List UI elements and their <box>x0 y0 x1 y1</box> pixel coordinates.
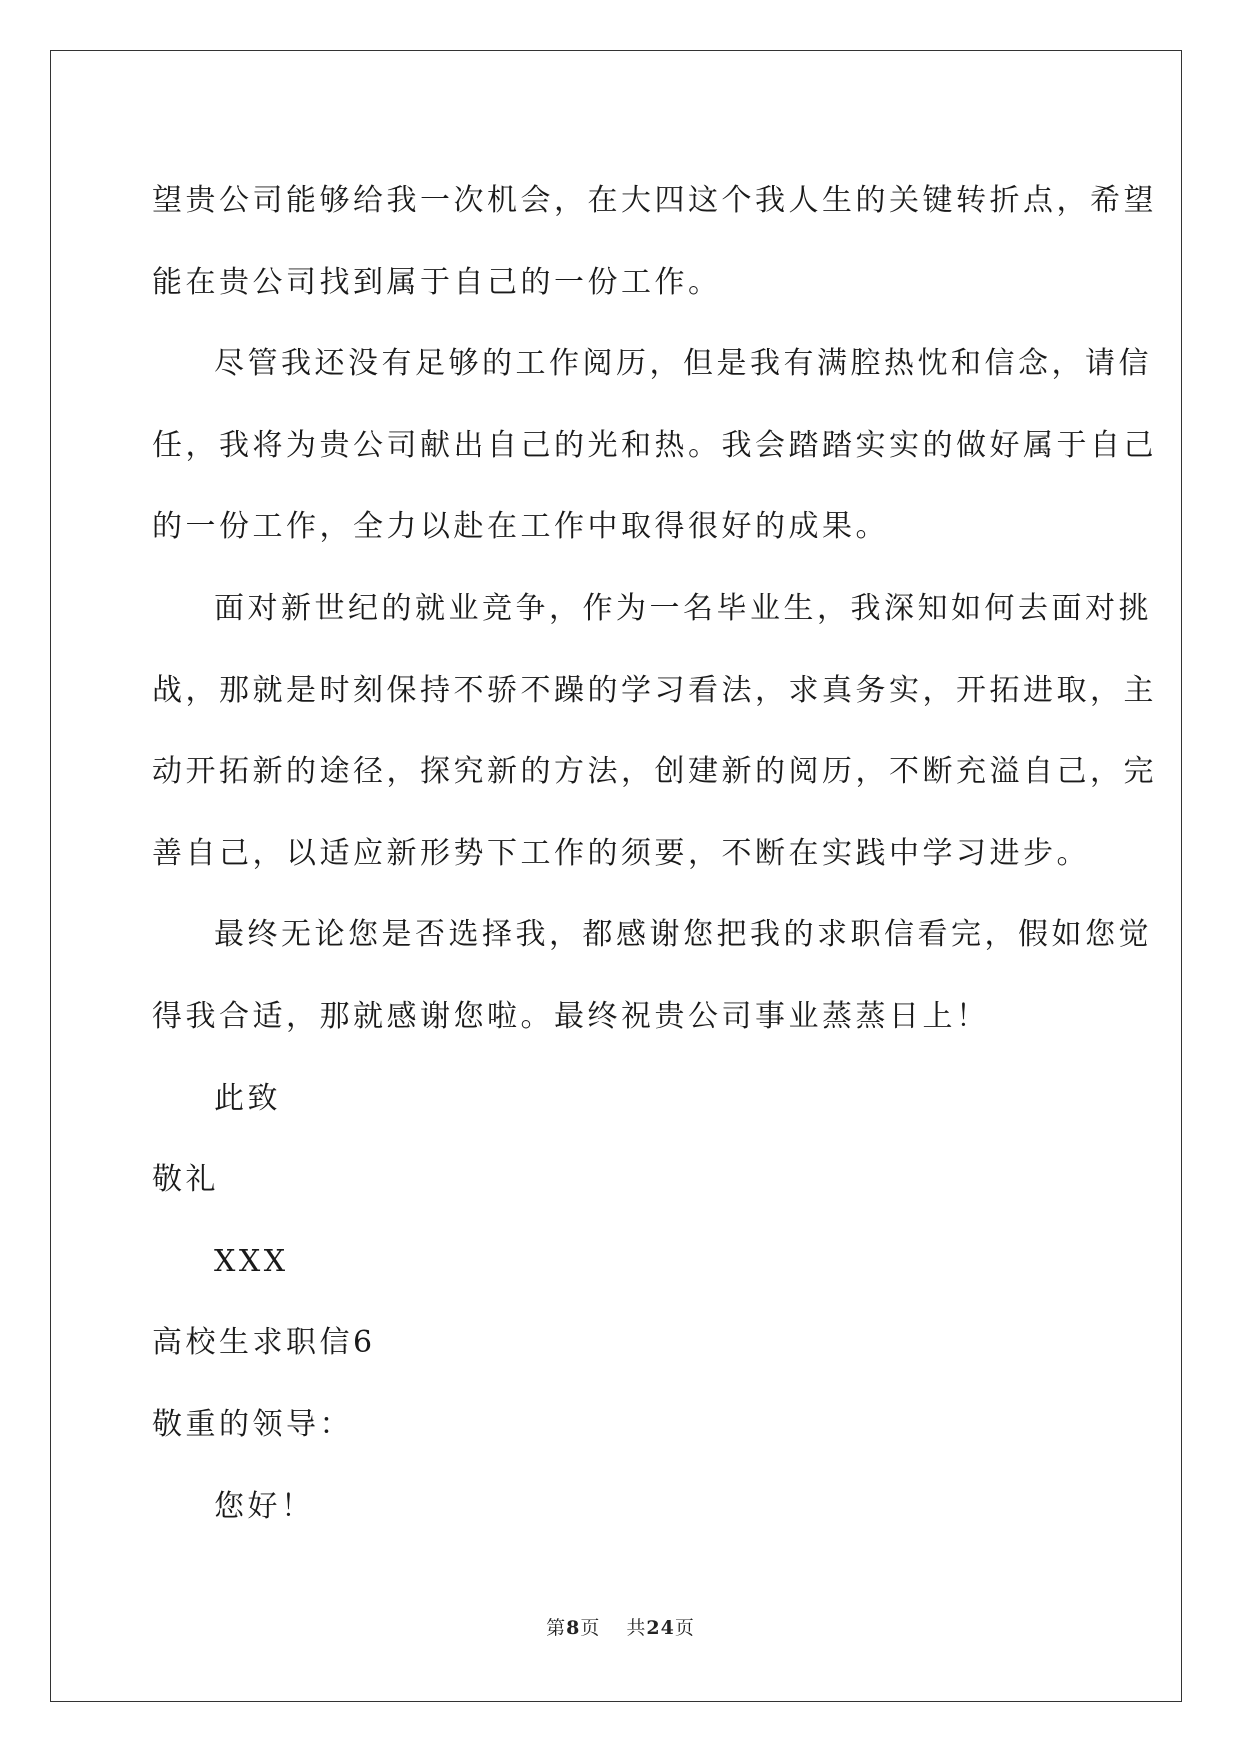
total-suffix: 页 <box>674 1617 695 1639</box>
total-prefix: 共 <box>626 1617 647 1639</box>
text-line: 动开拓新的途径，探究新的方法，创建新的阅历，不断充溢自己，完 <box>152 754 1157 790</box>
text-line: 尽管我还没有足够的工作阅历，但是我有满腔热忱和信念，请信 <box>214 346 1152 382</box>
signature: XXX <box>214 1243 289 1279</box>
text-line: 能在贵公司找到属于自己的一份工作。 <box>152 264 722 300</box>
closing-salutation: 此致 <box>214 1080 281 1116</box>
text-line: 面对新世纪的就业竞争，作为一名毕业生，我深知如何去面对挑 <box>214 590 1152 626</box>
text-line: 善自己，以适应新形势下工作的须要，不断在实践中学习进步。 <box>152 835 1090 871</box>
document-body <box>152 160 1157 1547</box>
greeting: 您好！ <box>214 1488 315 1524</box>
total-pages: 24 <box>646 1617 675 1639</box>
page-number: 8 <box>566 1617 581 1639</box>
greeting-recipient: 敬重的领导： <box>152 1406 353 1442</box>
text-line: 最终无论您是否选择我，都感谢您把我的求职信看完，假如您觉 <box>214 917 1152 953</box>
section-title: 高校生求职信6 <box>152 1325 376 1361</box>
page-prefix: 第 <box>546 1617 567 1639</box>
text-line: 战，那就是时刻保持不骄不躁的学习看法，求真务实，开拓进取，主 <box>152 672 1157 708</box>
page-footer <box>0 1613 1241 1640</box>
page-suffix: 页 <box>580 1617 601 1639</box>
text-line: 望贵公司能够给我一次机会，在大四这个我人生的关键转折点，希望 <box>152 183 1157 218</box>
text-line: 得我合适，那就感谢您啦。最终祝贵公司事业蒸蒸日上！ <box>152 998 990 1034</box>
text-line: 的一份工作，全力以赴在工作中取得很好的成果。 <box>152 509 889 545</box>
closing-respect: 敬礼 <box>152 1162 219 1198</box>
text-line: 任，我将为贵公司献出自己的光和热。我会踏踏实实的做好属于自己 <box>152 427 1157 463</box>
